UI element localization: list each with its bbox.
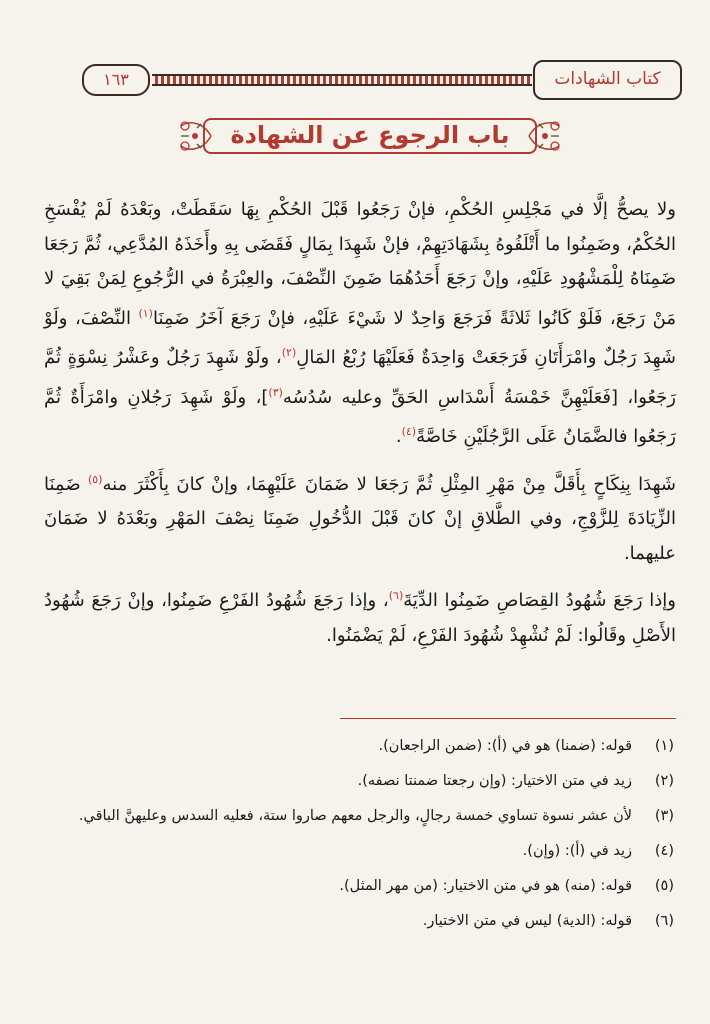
footnote-text: زيد في (أ): (وإن). <box>522 843 632 859</box>
floral-ornament-icon <box>525 112 565 160</box>
footnote-number: (١) <box>654 738 674 754</box>
chapter-banner <box>175 112 565 160</box>
paragraph-text: ، وإذا رَجَعَ شُهُودُ الفَرْعِ ضَمِنُوا، وإنْ رَجَعَ شُهُودُ الأَصْلِ وقَالُوا: لَمْ نُشْهِدْ شُهُودَ الفَرْعِ، لَمْ يَضْمَنُوا. <box>44 590 676 646</box>
footnote-ref: (٢) <box>281 346 297 359</box>
footnote <box>60 802 674 830</box>
footnote-number: (٤) <box>654 843 674 859</box>
paragraph-text: ، ولَوْ شَهِدَ رَجُلٌ وعَشْرُ نِسْوَةٍ ثُمَّ رَجَعُوا، [فَعَلَيْهِنَّ خَمْسَةُ أَسْدَاسِ الحَقِّ وعليه سُدُسُه <box>44 347 676 408</box>
paragraph-text: وإذا رَجَعَ شُهُودُ القِصَاصِ ضَمِنُوا الدِّيَةَ <box>403 590 676 611</box>
paragraph <box>44 579 676 653</box>
page-number: ١٦٣ <box>82 64 150 96</box>
footnote-separator <box>340 718 676 719</box>
paragraph-text: . <box>395 426 402 447</box>
footnote <box>60 907 674 935</box>
main-text <box>44 193 676 653</box>
paragraph-text: ضَمِنَا الزِّيَادَةَ لِلزَّوْجِ، وفي الطَّلاقِ إنْ كانَ قَبْلَ الدُّخُولِ ضَمِنَا نِصْفَ المَهْرِ وبَعْدَهُ لا ضَمَانَ عليهما. <box>44 473 676 564</box>
footnote <box>60 872 674 900</box>
footnote-ref: (١) <box>138 306 153 320</box>
paragraph-text: النِّصْفَ، ولَوْ شَهِدَ رَجُلٌ وامْرَأَتَانِ فَرَجَعَتْ وَاحِدَةٌ فَعَلَيْهَا رُبْعُ المَالِ <box>44 307 676 368</box>
footnote-text: زيد في متن الاختيار: (وإن رجعتا ضمنتا نصفه). <box>357 773 632 789</box>
footnote-text: قوله: (منه) هو في متن الاختيار: (من مهر المثل). <box>339 878 632 894</box>
header-ornament-line <box>152 74 532 86</box>
paragraph-text: ولا يصحُّ إلَّا في مَجْلِسِ الحُكْمِ، فإنْ رَجَعُوا قَبْلَ الحُكْمِ بِهَا سَقَطَتْ، وبَعْدَهُ لَمْ يُفْسَخِ الحُكْمُ، وضَمِنُوا ما أَتْلَفُوهُ بِشَهَادَتِهِمْ، فإنْ شَهِدَا بِمَالٍ فَقَضَى بِهِ وأَخَذَهُ المُدَّعِي، ثُمَّ رَجَعَا ضَمِنَاهُ لِلْمَشْهُودِ عَلَيْهِ، وإنْ رَجَعَ أَحَدُهُمَا ضَمِنَ النِّصْفَ، والعِبْرَةُ في الرُّجُوعِ لِمَنْ بَقِيَ لا مَنْ رَجَعَ، فَلَوْ كَانُوا ثَلاثَةً فَرَجَعَ وَاحِدٌ لا شَيْءَ عَلَيْهِ، فإنْ رَجَعَ آخَرُ ضَمِنَا <box>44 199 676 329</box>
footnote-ref: (٥) <box>87 472 103 486</box>
footnote-number: (٢) <box>654 773 674 789</box>
chapter-title: باب الرجوع عن الشهادة <box>230 121 510 149</box>
running-header <box>82 60 682 98</box>
footnote-ref: (٣) <box>268 385 283 399</box>
footnote-text: لأن عشر نسوة تساوي خمسة رجالٍ، والرجل معهم صاروا ستة، فعليه السدس وعليهنَّ الباقي. <box>78 808 632 824</box>
book-title: كتاب الشهادات <box>533 60 682 100</box>
paragraph-text: ]، ولَوْ شَهِدَ رَجُلانِ وامْرَأَةٌ ثُمَّ رَجَعُوا فالضَّمَانُ عَلَى الرَّجُلَيْنِ خَاصَّةً <box>44 386 676 447</box>
paragraph <box>44 193 676 455</box>
footnote-ref: (٦) <box>388 589 404 602</box>
footnote <box>60 837 674 865</box>
footnote-number: (٦) <box>654 913 674 929</box>
footnote <box>60 732 674 760</box>
footnotes <box>60 732 674 942</box>
footnote-text: قوله: (ضمنا) هو في (أ): (ضمن الراجعان). <box>378 738 632 754</box>
footnote <box>60 767 674 795</box>
footnote-ref: (٤) <box>401 425 417 438</box>
paragraph-text: شَهِدَا بِنِكَاحٍ بِأَقَلَّ مِنْ مَهْرِ المِثْلِ ثُمَّ رَجَعَا لا ضَمَانَ عَلَيْهِمَا، وإنْ كانَ بِأَكْثَرَ منه <box>102 473 677 495</box>
footnote-text: قوله: (الدية) ليس في متن الاختيار. <box>422 913 632 929</box>
footnote-number: (٥) <box>654 878 674 894</box>
footnote-number: (٣) <box>654 808 674 824</box>
paragraph <box>44 463 676 572</box>
